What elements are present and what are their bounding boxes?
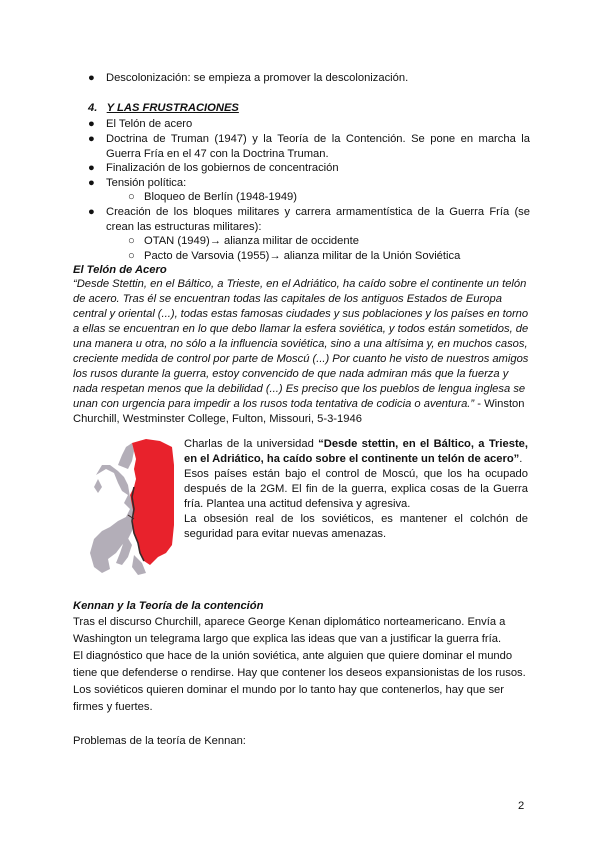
sub-list-item-text: Bloqueo de Berlín (1948-1949) — [144, 191, 298, 203]
list-item — [88, 205, 530, 235]
kennan-line: tiene que defenderse o rendirse. Hay que contener los deseos expansionistas de los rusos. — [73, 667, 526, 679]
circle-bullet-icon: ○ — [128, 235, 135, 247]
europe-map-icon — [88, 435, 176, 577]
list-item — [88, 132, 530, 162]
bullet-icon: ● — [88, 118, 95, 130]
list-item-text: Tensión política: — [106, 177, 187, 189]
kennan-heading: Kennan y la Teoría de la contención — [73, 600, 264, 612]
kennan-problems: Problemas de la teoría de Kennan: — [73, 735, 246, 747]
quote-line: creciente medida de control por parte de Moscú (...) Por cuanto he visto de nuestros amigos — [73, 353, 529, 365]
bullet-icon: ● — [88, 177, 95, 189]
list-item-text: Creación de los bloques militares y carrera armamentística de la Guerra Fría (se crean las estructuras militares): — [106, 206, 530, 233]
list-item-text: Doctrina de Truman (1947) y la Teoría de la Contención. Se pone en marcha la Guerra Fría en el 47 con la Doctrina Truman. — [106, 133, 530, 160]
bullet-icon: ● — [88, 72, 95, 84]
section-title: Y LAS FRUSTRACIONES — [106, 102, 239, 114]
quote-line: los rusos durante la guerra, estoy convencido de que nada admiran más que la fuerza y — [73, 368, 509, 380]
section-number: 4. — [88, 102, 98, 114]
kennan-line: Los soviéticos quieren dominar el mundo por lo tanto hay que contenerlos, hay que ser — [73, 684, 504, 696]
quote-line: unan con urgencia para impedir a los rusos toda tentativa de codicia o aventura.” — [73, 398, 475, 410]
sub-list-item-text: OTAN (1949)→ alianza militar de occidente — [144, 235, 359, 247]
page-number: 2 — [518, 800, 525, 812]
circle-bullet-icon: ○ — [128, 250, 135, 262]
caption-para-intro — [184, 437, 528, 467]
list-item-text: El Telón de acero — [106, 118, 193, 130]
bullet-icon: ● — [88, 206, 95, 218]
caption-period: . — [519, 453, 523, 465]
caption-bold-quote: “Desde stettin, en el Báltico, a Trieste, en el Adriático, ha caído sobre el continente un telón de acero” — [184, 438, 528, 465]
list-item-text: Finalización de los gobiernos de concentración — [106, 162, 339, 174]
quote-line: central y oriental (...), todas estas famosas ciudades y sus poblaciones y los países en torno — [73, 308, 529, 320]
kennan-line: Washington un telegrama largo que explica las ideas que van a justificar la guerra fría. — [73, 633, 502, 645]
bullet-icon: ● — [88, 162, 95, 174]
caption-para-2: La obsesión real de los soviéticos, es mantener el colchón de seguridad para evitar nuevas amenazas. — [184, 513, 528, 540]
quote-line: una manera u otra, no sólo a la influencia soviética, sino a una altísima y, en muchos casos, — [73, 338, 528, 350]
caption-para-1: Esos países están bajo el control de Moscú, que los ha ocupado después de la 2GM. El fin de la guerra, explica cosas de la Guerra fría. Plantea una actitud defensiva y agresiva. — [184, 468, 528, 510]
kennan-line: Tras el discurso Churchill, aparece George Kenan diplomático norteamericano. Envía a — [73, 616, 506, 628]
kennan-line: El diagnóstico que hace de la unión soviética, ante alguien que quiere dominar el mundo — [73, 650, 513, 662]
iron-curtain-map — [88, 435, 176, 577]
telon-heading: El Telón de Acero — [73, 264, 167, 276]
quote-line: a ellas se encuentran en lo que debo llamar la esfera soviética, y todos están sometidos, de — [73, 323, 529, 335]
quote-line: nada respetan menos que la debilidad (...) Es preciso que los pueblos de lengua inglesa se — [73, 383, 526, 395]
quote-line: de acero. Tras él se encuentran todas las capitales de los antiguos Estados de Europa — [73, 293, 502, 305]
caption-intro: Charlas de la universidad — [184, 438, 319, 450]
bullet-icon: ● — [88, 133, 95, 145]
quote-tail: - Winston — [474, 398, 525, 410]
quote-attribution: Churchill, Westminster College, Fulton, Missouri, 5-3-1946 — [73, 413, 362, 425]
section-heading — [88, 101, 528, 116]
quote-line: “Desde Stettin, en el Báltico, a Trieste, en el Adriático, ha caído sobre el continente un telón — [73, 278, 527, 290]
churchill-quote — [73, 277, 528, 427]
map-caption — [184, 437, 528, 542]
list-item-text: Descolonización: se empieza a promover la descolonización. — [106, 72, 409, 84]
circle-bullet-icon: ○ — [128, 191, 135, 203]
kennan-line: firmes y fuertes. — [73, 701, 153, 713]
quote-last-line — [73, 397, 528, 412]
sub-list-item-text: Pacto de Varsovia (1955)→ alianza militar de la Unión Soviética — [144, 250, 461, 262]
